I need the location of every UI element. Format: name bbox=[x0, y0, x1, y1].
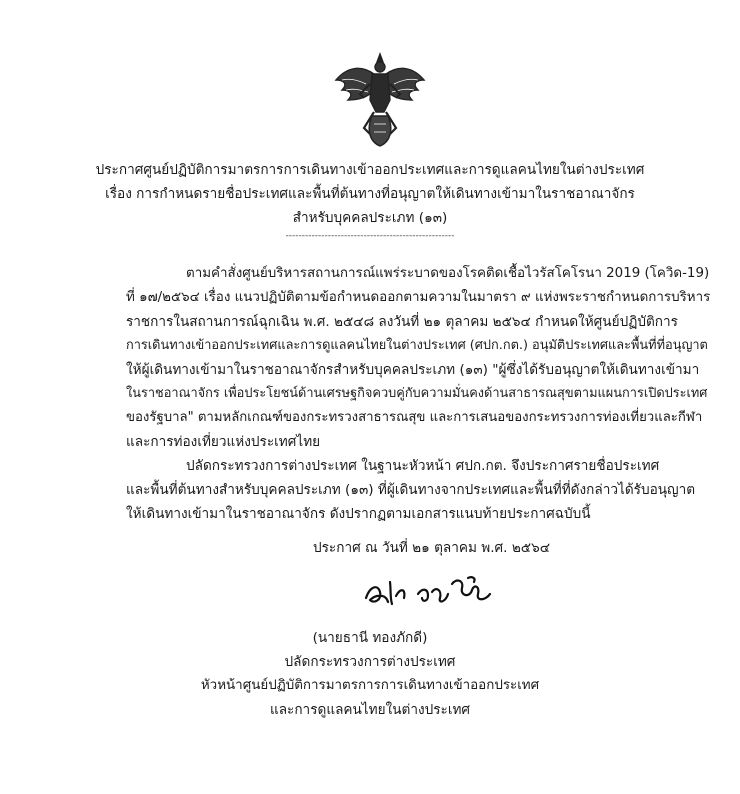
paragraph-1-line: ของรัฐบาล" ตามหลักเกณฑ์ของกระทรวงสาธารณสุข และการเสนอของกระทรวงการท่องเที่ยวและกีฬา bbox=[126, 410, 703, 425]
paragraph-1-line: ที่ ๑๗/๒๕๖๔ เรื่อง แนวปฏิบัติตามข้อกำหนดออกตามความในมาตรา ๙ แห่งพระราชกำหนดการบริหาร bbox=[126, 290, 711, 305]
header-subject: เรื่อง การกำหนดรายชื่อประเทศและพื้นที่ต้นทางที่อนุญาตให้เดินทางเข้ามาในราชอาณาจักร bbox=[105, 186, 635, 202]
signer-block bbox=[200, 626, 540, 722]
signer-title: หัวหน้าศูนย์ปฏิบัติการมาตรการการเดินทางเข้าออกประเทศ bbox=[200, 678, 540, 693]
divider-line: ---------------------------------------------------- bbox=[285, 231, 455, 241]
signer-title: และการดูแลคนไทยในต่างประเทศ bbox=[269, 702, 471, 718]
paragraph-1-line: การเดินทางเข้าออกประเทศและการดูแลคนไทยในต่างประเทศ (ศปก.กต.) อนุมัติประเทศและพื้นที่ที่อนุญาต bbox=[126, 338, 708, 353]
paragraph-2-line: ให้เดินทางเข้ามาในราชอาณาจักร ดังปรากฏตามเอกสารแนบท้ายประกาศฉบับนี้ bbox=[126, 506, 591, 522]
signer-title: ปลัดกระทรวงการต่างประเทศ bbox=[284, 654, 456, 670]
announcement-date: ประกาศ ณ วันที่ ๒๑ ตุลาคม พ.ศ. ๒๕๖๔ bbox=[313, 540, 550, 556]
paragraph-1-line: ให้ผู้เดินทางเข้ามาในราชอาณาจักรสำหรับบุคคลประเภท (๑๓) "ผู้ซึ่งได้รับอนุญาตให้เดินทางเข้ามา bbox=[126, 362, 700, 378]
paragraph-1-line: และการท่องเที่ยวแห่งประเทศไทย bbox=[126, 434, 321, 450]
paragraph-1-line: ในราชอาณาจักร เพื่อประโยชน์ด้านเศรษฐกิจควบคู่กับความมั่นคงด้านสาธารณสุขตามแผนการเปิดประเทศ bbox=[126, 386, 708, 401]
signer-name: (นายธานี ทองภักดี) bbox=[312, 630, 428, 646]
header-category: สำหรับบุคคลประเภท (๑๓) bbox=[292, 210, 448, 226]
garuda-emblem-icon bbox=[330, 50, 430, 150]
paragraph-2-line: ปลัดกระทรวงการต่างประเทศ ในฐานะหัวหน้า ศปก.กต. จึงประกาศรายชื่อประเทศ bbox=[186, 458, 660, 474]
announcement-header bbox=[40, 158, 700, 230]
handwritten-signature-icon bbox=[360, 572, 500, 612]
paragraph-2-line: และพื้นที่ต้นทางสำหรับบุคคลประเภท (๑๓) ที่ผู้เดินทางจากประเทศและพื้นที่ที่ดังกล่าวได้รับอนุญาต bbox=[126, 482, 696, 498]
paragraph-1-line: ราชการในสถานการณ์ฉุกเฉิน พ.ศ. ๒๕๔๘ ลงวันที่ ๒๑ ตุลาคม ๒๕๖๔ กำหนดให้ศูนย์ปฏิบัติการ bbox=[126, 314, 678, 330]
paragraph-1-line: ตามคำสั่งศูนย์บริหารสถานการณ์แพร่ระบาดของโรคติดเชื้อไวรัสโคโรนา 2019 (โควิด-19) bbox=[186, 266, 710, 281]
header-title: ประกาศศูนย์ปฏิบัติการมาตรการการเดินทางเข้าออกประเทศและการดูแลคนไทยในต่างประเทศ bbox=[95, 162, 645, 178]
